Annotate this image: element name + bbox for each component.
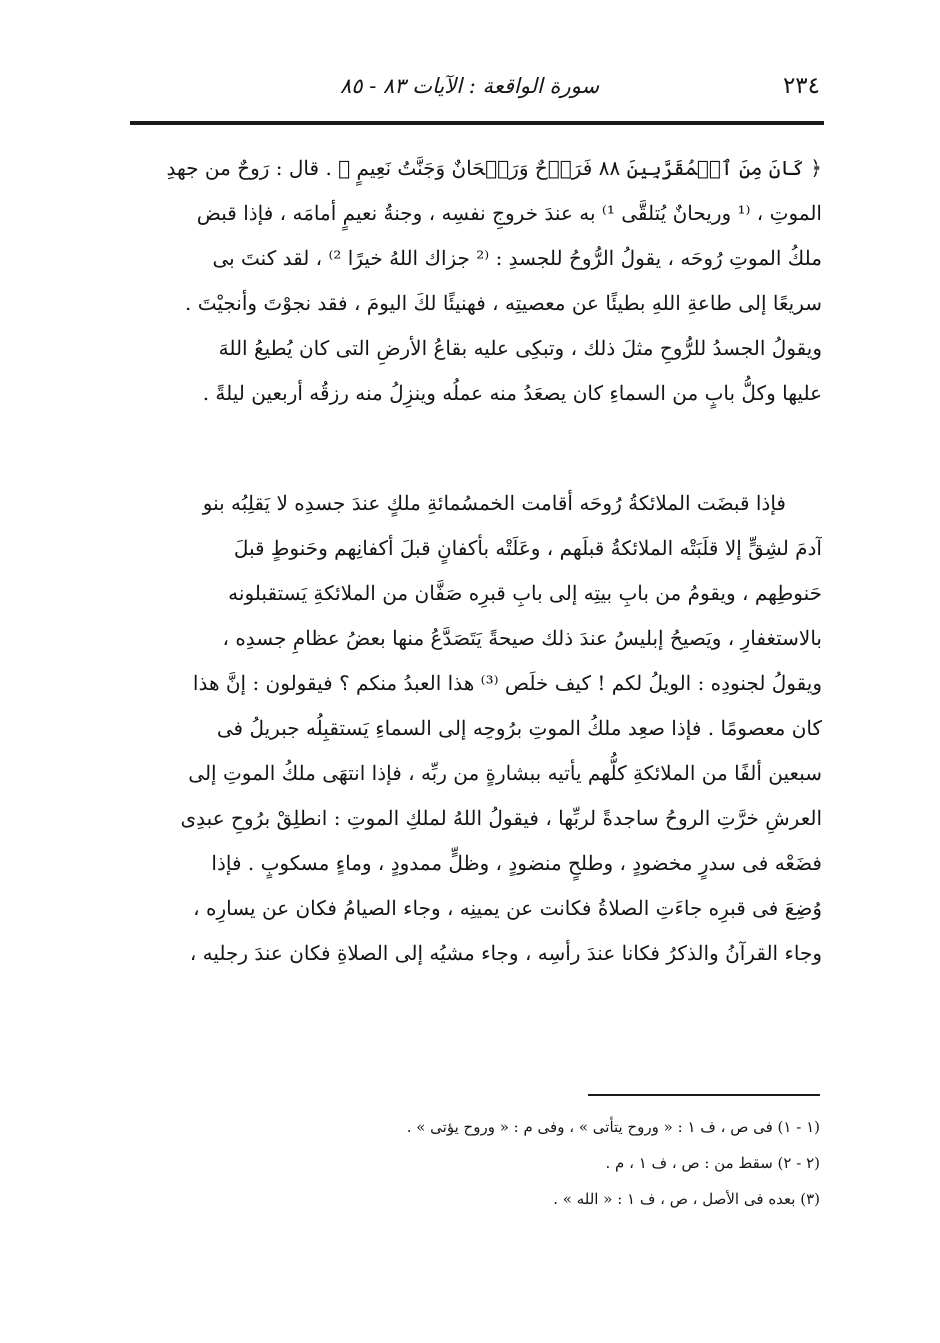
text-line: الموتِ ، ⁽¹ وريحانٌ يُتلقَّى ¹⁾ به عندَ خروجِ نفسِه ، وجنةُ نعيمٍ أمامَه ، فإذا قبض [196, 201, 822, 225]
text-line: آدمَ لشِقٍّ إلا قلَبَتْه الملائكةُ قبلَهم ، وعَلَتْه بأكفانٍ قبلَ أكفانِهم وحَنوطٍ قبلَ [233, 536, 822, 560]
footnote: (٣) بعده فى الأصل ، ص ، ف ١ : « الله » . [553, 1190, 820, 1208]
footnotes [300, 1112, 820, 1220]
footnote: (١ - ١) فى ص ، ف ١ : « وروح يتأتى » ، وفى م : « وروح يؤتى » . [406, 1118, 820, 1136]
text-line: حَنوطِهم ، ويقومُ من بابِ بيتِه إلى بابِ قبرِه صَفَّان من الملائكةِ يَستقبلونه [228, 581, 822, 605]
running-header [130, 70, 820, 110]
running-title: سورة الواقعة : الآيات ٨٣ - ٨٥ [340, 74, 600, 98]
text-line: عليها وكلُّ بابٍ من السماءِ كان يصعَدُ منه عملُه وينزِلُ منه رزقُه أربعين ليلةً . [202, 381, 822, 405]
text-line: كان معصومًا . فإذا صعِد ملكُ الموتِ برُوحِه إلى السماءِ يَستقبِلُه جبريلُ فى [216, 716, 822, 740]
text-line: ويقولُ الجسدُ للرُّوحِ مثلَ ذلك ، وتبكِى عليه بقاعُ الأرضِ التى كان يُطيعُ اللهَ [218, 336, 822, 360]
text-line: بالاستغفارِ ، ويَصيحُ إبليسُ عندَ ذلك صيحةً يَتَصَدَّعُ منها بعضُ عظامِ جسدِه ، [222, 626, 822, 650]
paragraph [130, 481, 822, 976]
text-line: سبعين ألفًا من الملائكةِ كلُّهم يأتيه ببشارةٍ من ربِّه ، فإذا انتهَى ملكُ الموتِ إلى [188, 761, 822, 785]
paragraph [130, 146, 822, 416]
text-line: ملكُ الموتِ رُوحَه ، يقولُ الرُّوحُ للجسدِ : ⁽² جزاك اللهُ خيرًا ²⁾ ، لقد كنتَ بى [212, 246, 822, 270]
text-line: فإذا قبضَت الملائكةُ رُوحَه أقامت الخمسُمائةِ ملكٍ عندَ جسدِه لا يَقلِبُه بنو [202, 491, 786, 515]
text-line: ﴿ كَانَ مِنَ ٱلۡمُقَرَّبِينَ ٨٨ فَرَوۡحٌ وَرَيۡحَانٌ وَجَنَّتُ نَعِيمٍ ﴾ . قال : رَوحٌ من جهدِ [166, 156, 822, 180]
footnote-rule [588, 1094, 820, 1096]
text-line: وجاء القرآنُ والذكرُ فكانا عندَ رأسِه ، وجاء مشيُه إلى الصلاةِ فكان عندَ رجليه ، [189, 941, 822, 965]
text-line: سريعًا إلى طاعةِ اللهِ بطيئًا عن معصيتِه ، فهنيئًا لكَ اليومَ ، فقد نجوْتَ وأنجيْتَ . [184, 291, 822, 315]
header-rule [130, 121, 824, 125]
text-line: ويقولُ لجنودِه : الويلُ لكم ! كيف خلَص ⁽³⁾ هذا العبدُ منكم ؟ فيقولون : إنَّ هذا [192, 671, 822, 695]
text-line: فضَعْه فى سدرٍ مخضودٍ ، وطلحٍ منضودٍ ، وظلٍّ ممدودٍ ، وماءٍ مسكوبٍ . فإذا [211, 851, 822, 875]
text-line: العرشِ خرَّتِ الروحُ ساجدةً لربِّها ، فيقولُ اللهُ لملكِ الموتِ : انطلِقْ برُوحِ عبدِى [180, 806, 822, 830]
page-number: ٢٣٤ [782, 73, 820, 99]
footnote: (٢ - ٢) سقط من : ص ، ف ١ ، م . [605, 1154, 820, 1172]
text-line: وُضِعَ فى قبرِه جاءَتِ الصلاةُ فكانت عن يمينِه ، وجاء الصيامُ فكان عن يسارِه ، [193, 896, 822, 920]
